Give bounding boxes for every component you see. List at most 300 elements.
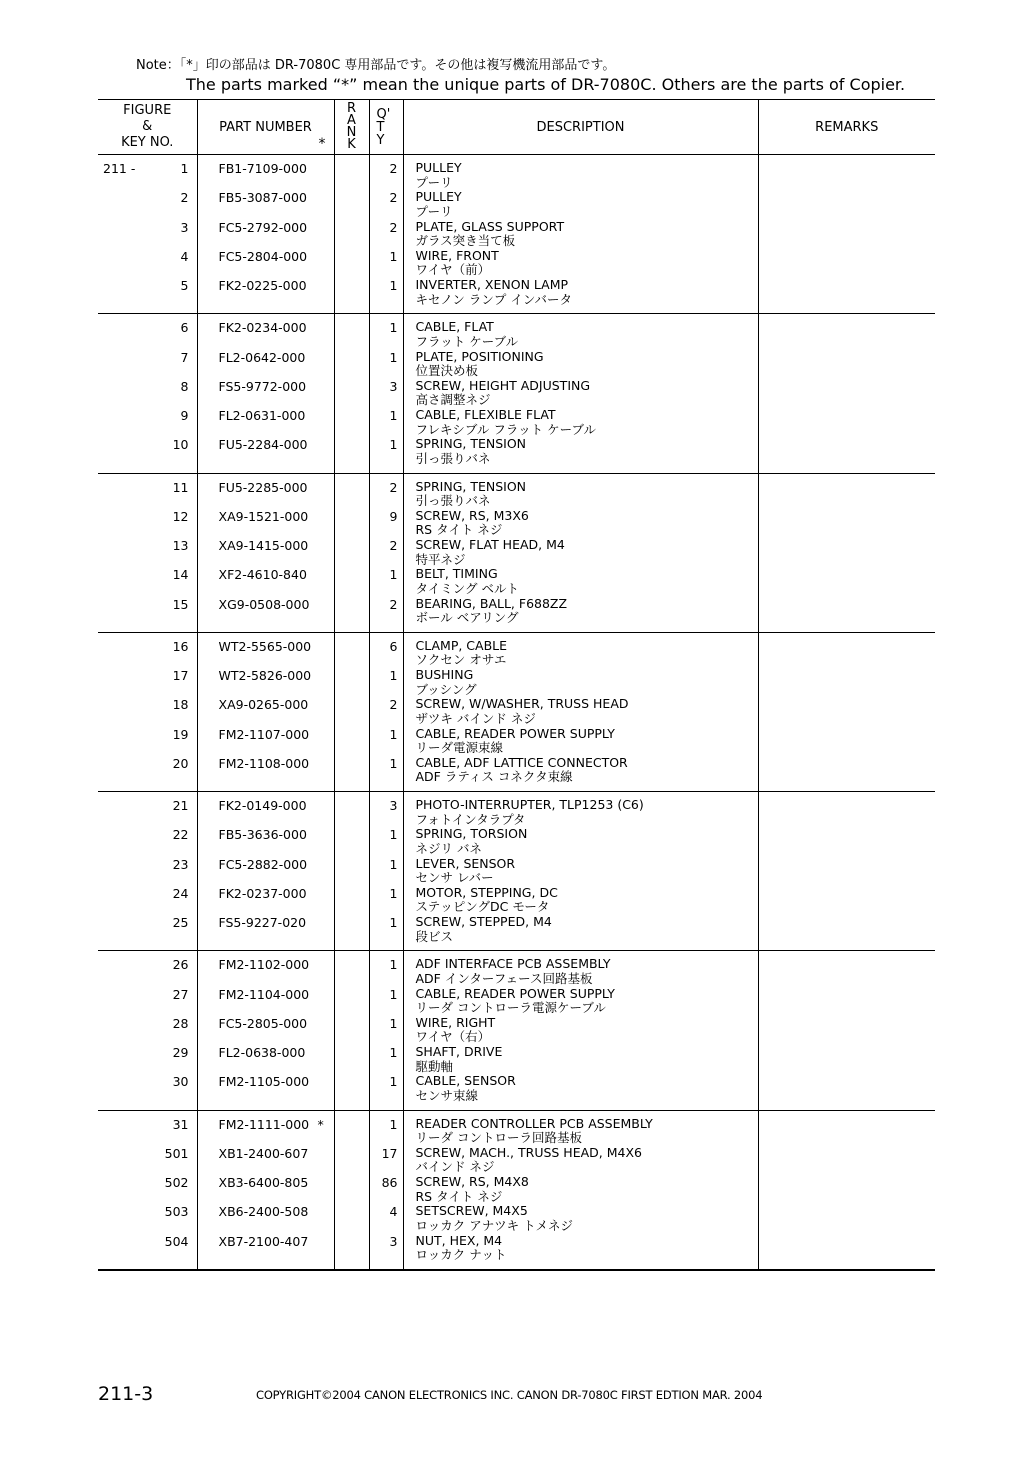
qty-cell <box>369 1110 403 1270</box>
key-number: 15 <box>172 596 189 612</box>
description-jp: 位置決め板 <box>415 363 479 379</box>
rank-cell <box>334 792 369 951</box>
description-jp: ソクセン オサエ <box>415 652 507 668</box>
description-jp: 駆動軸 <box>415 1058 454 1074</box>
rank-value <box>335 639 369 668</box>
part-number-cell <box>197 632 334 791</box>
page-number: 211-3 <box>98 1383 154 1405</box>
part-number: FC5-2805-000 <box>218 1015 308 1031</box>
description-entry <box>404 639 758 668</box>
part-number: XF2-4610-840 <box>218 567 307 583</box>
qty-value: 1 <box>389 856 398 872</box>
qty-value: 17 <box>381 1145 398 1161</box>
header-rank-a: A <box>347 113 356 128</box>
description-en: BEARING, BALL, F688ZZ <box>415 595 568 611</box>
description-cell <box>403 314 758 473</box>
key-no <box>98 1117 197 1146</box>
description-entry <box>404 798 758 827</box>
unique-mark: * <box>317 1116 324 1132</box>
key-number: 6 <box>180 320 189 336</box>
part-number-line <box>198 798 334 827</box>
description-jp: バインド ネジ <box>415 1159 495 1175</box>
qty-value: 1 <box>389 278 398 293</box>
key-no <box>98 727 197 756</box>
description-en: ADF INTERFACE PCB ASSEMBLY <box>415 956 611 972</box>
rank-value <box>335 915 369 944</box>
part-number-line <box>198 480 334 509</box>
description-entry <box>404 756 758 785</box>
qty-value: 2 <box>389 219 398 235</box>
parts-group-row <box>98 314 935 473</box>
part-number: XG9-0508-000 <box>218 596 310 612</box>
qty-value: 1 <box>389 827 398 843</box>
description-entry <box>404 249 758 278</box>
description-en: SPRING, TORSION <box>415 826 528 842</box>
key-number: 11 <box>172 479 189 495</box>
part-number-line <box>198 957 334 986</box>
description-cell <box>403 155 758 314</box>
key-number: 26 <box>172 957 189 973</box>
part-number-line <box>198 597 334 626</box>
key-number: 29 <box>172 1045 189 1060</box>
qty-value: 2 <box>389 697 398 713</box>
header-remarks: REMARKS <box>758 100 935 155</box>
qty-value: 1 <box>389 567 398 583</box>
qty-value: 1 <box>389 957 398 973</box>
key-no <box>98 161 197 190</box>
qty-value: 1 <box>389 437 398 453</box>
part-number: FK2-0234-000 <box>218 320 307 336</box>
rank-value <box>335 668 369 697</box>
part-number: FB1-7109-000 <box>218 161 307 176</box>
key-number: 502 <box>164 1175 189 1190</box>
description-en: SETSCREW, M4X5 <box>415 1203 528 1219</box>
description-en: SPRING, TENSION <box>415 436 527 452</box>
key-number: 18 <box>172 697 189 713</box>
description-entry <box>404 437 758 466</box>
description-en: SPRING, TENSION <box>415 478 527 494</box>
description-entry <box>404 320 758 349</box>
description-entry <box>404 957 758 986</box>
key-no <box>98 1204 197 1233</box>
rank-value <box>335 509 369 538</box>
key-number: 20 <box>172 755 189 771</box>
description-en: CABLE, FLAT <box>415 319 494 335</box>
part-number: FM2-1105-000 <box>218 1074 310 1090</box>
rank-value <box>335 1204 369 1233</box>
header-figure-line2: & <box>142 119 153 134</box>
part-number: FM2-1111-000 <box>218 1116 310 1132</box>
part-number-line <box>198 1204 334 1233</box>
remarks-cell <box>758 1110 935 1270</box>
description-entry <box>404 1045 758 1074</box>
description-en: MOTOR, STEPPING, DC <box>415 884 558 900</box>
part-number: FM2-1102-000 <box>218 957 310 973</box>
qty-value: 2 <box>389 479 398 495</box>
key-no <box>98 538 197 567</box>
key-number: 17 <box>172 668 189 683</box>
description-jp: ロッカク アナツキ トメネジ <box>415 1217 573 1233</box>
key-number: 9 <box>180 408 189 423</box>
rank-value <box>335 987 369 1016</box>
remarks-cell <box>758 473 935 632</box>
header-qty-y: Y <box>376 132 385 148</box>
note-japanese: Note：「*」印の部品は DR-7080C 専用部品です。その他は複写機流用部品です。 <box>136 58 616 73</box>
key-no <box>98 1045 197 1074</box>
description-en: SCREW, RS, M3X6 <box>415 507 529 523</box>
rank-value <box>335 190 369 219</box>
description-entry <box>404 987 758 1016</box>
part-number-cell <box>197 1110 334 1270</box>
parts-group-row <box>98 1110 935 1270</box>
key-number: 12 <box>172 508 189 524</box>
remarks-cell <box>758 155 935 314</box>
part-number-line <box>198 827 334 856</box>
part-number: FM2-1104-000 <box>218 986 310 1002</box>
description-jp: キセノン ランプ インバータ <box>415 291 572 307</box>
part-number-line <box>198 509 334 538</box>
description-jp: 引っ張りバネ <box>415 450 491 466</box>
qty-value: 2 <box>389 161 398 176</box>
part-number: FB5-3636-000 <box>218 827 307 843</box>
part-number-line <box>198 350 334 379</box>
key-no <box>98 350 197 379</box>
header-description: DESCRIPTION <box>403 100 758 155</box>
qty-value: 1 <box>389 408 398 423</box>
part-number: FM2-1107-000 <box>218 726 310 742</box>
qty-value: 1 <box>389 248 398 264</box>
description-entry <box>404 668 758 697</box>
description-en: WIRE, FRONT <box>415 247 499 263</box>
parts-group-row <box>98 473 935 632</box>
key-no <box>98 379 197 408</box>
description-entry <box>404 827 758 856</box>
key-number: 28 <box>172 1015 189 1031</box>
description-entry <box>404 480 758 509</box>
part-number-line <box>198 190 334 219</box>
qty-cell <box>369 155 403 314</box>
description-jp: センサ束線 <box>415 1087 479 1103</box>
description-jp: ワイヤ（前） <box>415 262 491 278</box>
description-en: SCREW, RS, M4X8 <box>415 1174 529 1189</box>
header-qty-t: T <box>376 119 385 135</box>
rank-value <box>335 220 369 249</box>
qty-value: 9 <box>389 508 398 524</box>
rank-value <box>335 798 369 827</box>
rank-cell <box>334 155 369 314</box>
part-number: FL2-0631-000 <box>218 408 306 423</box>
key-no <box>98 1175 197 1204</box>
rank-cell <box>334 473 369 632</box>
rank-value <box>335 350 369 379</box>
part-number: XA9-0265-000 <box>218 697 309 713</box>
description-entry <box>404 1117 758 1146</box>
key-number: 22 <box>172 827 189 843</box>
part-number-line <box>198 249 334 278</box>
rank-value <box>335 756 369 785</box>
description-entry <box>404 727 758 756</box>
part-number: FL2-0642-000 <box>218 349 306 365</box>
key-number: 1 <box>180 161 189 176</box>
description-en: PULLEY <box>415 189 462 205</box>
part-number: FK2-0149-000 <box>218 798 307 813</box>
key-number: 4 <box>180 248 189 264</box>
key-no <box>98 1234 197 1263</box>
description-en: CABLE, READER POWER SUPPLY <box>415 985 615 1001</box>
description-jp: ボール ベアリング <box>415 610 519 626</box>
key-number: 13 <box>172 538 189 553</box>
key-no <box>98 827 197 856</box>
qty-cell <box>369 632 403 791</box>
qty-value: 2 <box>389 538 398 553</box>
part-number-cell <box>197 792 334 951</box>
qty-value: 1 <box>389 320 398 336</box>
part-number-line <box>198 379 334 408</box>
part-number-line <box>198 408 334 437</box>
part-number-cell <box>197 314 334 473</box>
qty-value: 2 <box>389 596 398 612</box>
part-number-cell <box>197 155 334 314</box>
qty-value: 2 <box>389 190 398 206</box>
qty-value: 1 <box>389 885 398 901</box>
part-number: FK2-0237-000 <box>218 885 307 901</box>
description-entry <box>404 857 758 886</box>
key-no <box>98 756 197 785</box>
description-en: PLATE, POSITIONING <box>415 348 544 364</box>
qty-value: 1 <box>389 1015 398 1031</box>
figure-key-cell <box>98 155 197 314</box>
description-en: LEVER, SENSOR <box>415 855 516 871</box>
key-no <box>98 697 197 726</box>
rank-value <box>335 538 369 567</box>
header-part-number-label: PART NUMBER <box>219 119 312 135</box>
description-en: CABLE, FLEXIBLE FLAT <box>415 407 556 422</box>
key-number: 19 <box>172 726 189 742</box>
figure-key-cell <box>98 314 197 473</box>
part-number-line <box>198 437 334 466</box>
rank-value <box>335 697 369 726</box>
description-en: BUSHING <box>415 667 474 682</box>
remarks-cell <box>758 951 935 1110</box>
part-number: XB3-6400-805 <box>218 1175 309 1190</box>
description-entry <box>404 1074 758 1103</box>
rank-value <box>335 161 369 190</box>
description-entry <box>404 278 758 307</box>
key-no <box>98 668 197 697</box>
parts-group-row <box>98 951 935 1110</box>
description-en: CABLE, ADF LATTICE CONNECTOR <box>415 754 628 770</box>
description-jp: ADF ラティス コネクタ束線 <box>415 769 573 785</box>
description-en: SCREW, STEPPED, M4 <box>415 914 552 929</box>
description-en: SCREW, MACH., TRUSS HEAD, M4X6 <box>415 1144 642 1160</box>
description-entry <box>404 220 758 249</box>
key-number: 3 <box>180 219 189 235</box>
key-no <box>98 798 197 827</box>
figure-key-cell <box>98 951 197 1110</box>
description-entry <box>404 567 758 596</box>
description-en: SCREW, FLAT HEAD, M4 <box>415 537 565 552</box>
header-unique-mark: * <box>318 136 326 152</box>
part-number-line <box>198 1234 334 1263</box>
key-no <box>98 249 197 278</box>
part-number-line <box>198 987 334 1016</box>
part-number: FB5-3087-000 <box>218 190 307 206</box>
key-number: 30 <box>172 1074 189 1090</box>
part-number-line <box>198 1074 334 1103</box>
description-jp: 高さ調整ネジ <box>415 392 491 408</box>
description-jp: 段ビス <box>415 928 454 944</box>
figure-number: 211 - <box>103 161 136 176</box>
key-no <box>98 597 197 626</box>
parts-group-row <box>98 155 935 314</box>
part-number-line <box>198 1117 334 1146</box>
part-number-line <box>198 915 334 944</box>
part-number-line <box>198 1175 334 1204</box>
part-number-line <box>198 320 334 349</box>
part-number-cell <box>197 951 334 1110</box>
key-number: 8 <box>180 378 189 394</box>
part-number: FC5-2882-000 <box>218 856 308 872</box>
part-number: XB6-2400-508 <box>218 1204 309 1220</box>
part-number: XB1-2400-607 <box>218 1145 309 1161</box>
key-no <box>98 957 197 986</box>
header-rank-r: R <box>346 101 357 116</box>
rank-value <box>335 957 369 986</box>
description-en: PLATE, GLASS SUPPORT <box>415 218 565 234</box>
remarks-cell <box>758 792 935 951</box>
qty-cell <box>369 792 403 951</box>
part-number-line <box>198 857 334 886</box>
description-jp: フレキシブル フラット ケーブル <box>415 421 596 437</box>
key-number: 27 <box>172 986 189 1002</box>
description-entry <box>404 408 758 437</box>
description-entry <box>404 190 758 219</box>
qty-cell <box>369 951 403 1110</box>
description-jp: ロッカク ナット <box>415 1247 507 1263</box>
description-en: NUT, HEX, M4 <box>415 1232 503 1248</box>
key-no <box>98 639 197 668</box>
qty-value: 6 <box>389 638 398 654</box>
qty-cell <box>369 314 403 473</box>
remarks-cell <box>758 314 935 473</box>
description-en: CABLE, SENSOR <box>415 1073 516 1089</box>
rank-value <box>335 1045 369 1074</box>
part-number-line <box>198 1045 334 1074</box>
header-figure-line3: KEY NO. <box>121 135 174 150</box>
description-en: SHAFT, DRIVE <box>415 1044 503 1059</box>
qty-value: 3 <box>389 1233 398 1249</box>
rank-value <box>335 1016 369 1045</box>
key-number: 31 <box>172 1116 189 1132</box>
description-entry <box>404 379 758 408</box>
rank-value <box>335 567 369 596</box>
description-entry <box>404 1146 758 1175</box>
header-figure-key-no <box>98 100 197 155</box>
rank-cell <box>334 951 369 1110</box>
rank-value <box>335 1117 369 1146</box>
description-entry <box>404 1016 758 1045</box>
rank-value <box>335 827 369 856</box>
description-entry <box>404 538 758 567</box>
description-cell <box>403 951 758 1110</box>
parts-table <box>98 99 935 1271</box>
key-no <box>98 220 197 249</box>
part-number-line <box>198 886 334 915</box>
header-figure-line1: FIGURE <box>123 103 172 118</box>
key-number: 21 <box>172 798 189 813</box>
description-jp: リーダ電源束線 <box>415 740 504 756</box>
description-jp: ガラス突き当て板 <box>415 233 516 249</box>
description-jp: リーダ コントローラ電源ケーブル <box>415 1000 606 1016</box>
rank-value <box>335 320 369 349</box>
description-en: CABLE, READER POWER SUPPLY <box>415 725 615 741</box>
description-en: SCREW, HEIGHT ADJUSTING <box>415 377 591 393</box>
key-number: 25 <box>172 915 189 930</box>
part-number-line <box>198 567 334 596</box>
part-number: FS5-9772-000 <box>218 378 307 394</box>
rank-cell <box>334 314 369 473</box>
description-jp: プーリ <box>415 203 453 219</box>
rank-value <box>335 1146 369 1175</box>
part-number-cell <box>197 473 334 632</box>
part-number-line <box>198 697 334 726</box>
rank-cell <box>334 1110 369 1270</box>
description-en: INVERTER, XENON LAMP <box>415 277 569 292</box>
part-number: FK2-0225-000 <box>218 278 307 293</box>
qty-value: 1 <box>389 1116 398 1132</box>
copyright-line: COPYRIGHT©2004 CANON ELECTRONICS INC. CANON DR-7080C FIRST EDTION MAR. 2004 <box>256 1388 763 1402</box>
description-jp: ステッピングDC モータ <box>415 899 550 915</box>
description-cell <box>403 473 758 632</box>
description-entry <box>404 350 758 379</box>
table-header-row <box>98 100 935 155</box>
description-jp: フラット ケーブル <box>415 333 519 349</box>
key-no <box>98 509 197 538</box>
key-no <box>98 190 197 219</box>
description-en: WIRE, RIGHT <box>415 1014 496 1030</box>
figure-key-cell <box>98 1110 197 1270</box>
rank-value <box>335 379 369 408</box>
parts-group-row <box>98 632 935 791</box>
description-entry <box>404 597 758 626</box>
description-jp: タイミング ベルト <box>415 580 519 596</box>
description-entry <box>404 509 758 538</box>
description-entry <box>404 1204 758 1233</box>
rank-value <box>335 437 369 466</box>
qty-value: 1 <box>389 986 398 1002</box>
qty-value: 3 <box>389 378 398 394</box>
header-qty-q: Q' <box>376 106 391 122</box>
key-number: 501 <box>164 1145 189 1161</box>
qty-value: 3 <box>389 798 398 813</box>
key-no <box>98 886 197 915</box>
description-entry <box>404 161 758 190</box>
description-en: BELT, TIMING <box>415 566 498 582</box>
qty-value: 1 <box>389 668 398 683</box>
figure-key-cell <box>98 632 197 791</box>
key-number: 14 <box>172 567 189 583</box>
key-number: 16 <box>172 638 189 654</box>
rank-value <box>335 249 369 278</box>
rank-value <box>335 1175 369 1204</box>
description-en: PHOTO-INTERRUPTER, TLP1253 (C6) <box>415 797 644 812</box>
key-no <box>98 278 197 307</box>
part-number-line <box>198 727 334 756</box>
description-jp: プーリ <box>415 174 453 190</box>
key-no <box>98 1016 197 1045</box>
key-no <box>98 320 197 349</box>
part-number: FM2-1108-000 <box>218 755 310 771</box>
